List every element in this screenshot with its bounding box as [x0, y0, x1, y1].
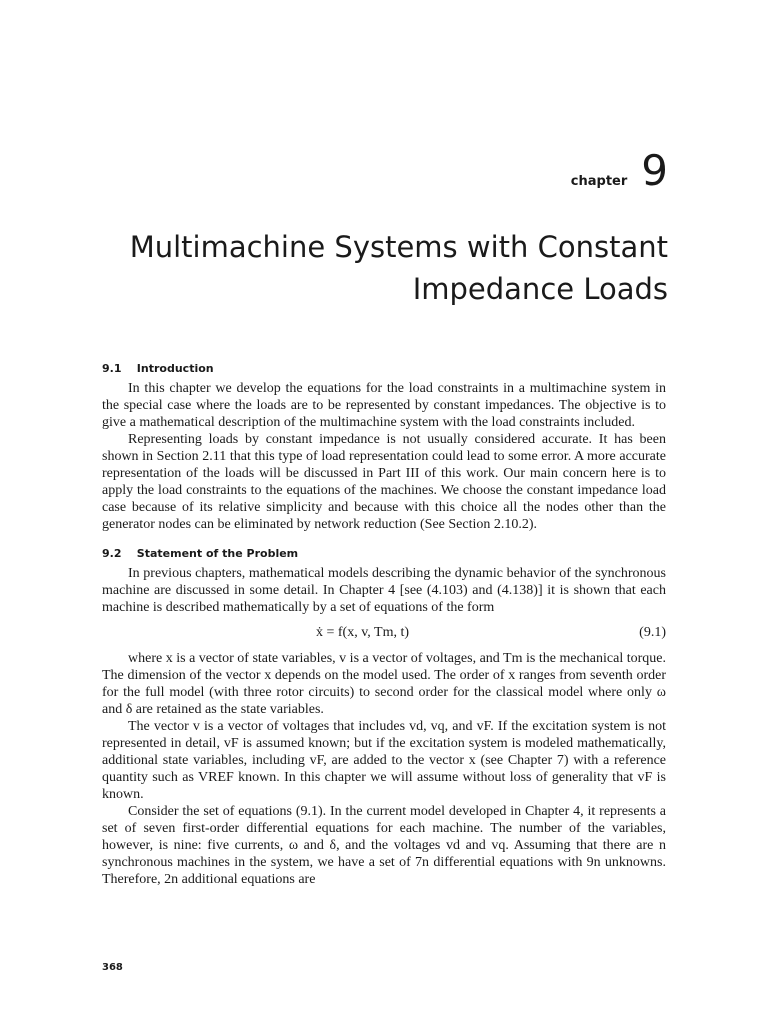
equation-number: (9.1) — [639, 625, 666, 640]
equation-expression: ẋ = f(x, v, Tm, t) — [316, 625, 410, 640]
section-heading: 9.2 Statement of the Problem — [102, 547, 299, 560]
chapter-heading — [570, 146, 668, 195]
chapter-body — [102, 360, 666, 888]
section-introduction — [102, 360, 666, 533]
paragraph: Representing loads by constant impedance is not usually considered accurate. It has been shown in Section 2.11 that this type of load representation could lead to some error. A more accurate representation of the loads will be discussed in Part III of this work. Our main concern here is to apply the load constraints to the equations of the machines. We choose the constant impedance load case because of its relative simplicity and because with this choice all the nodes other than the generator nodes can be eliminated by network reduction (See Section 2.10.2). — [102, 432, 666, 532]
paragraph: Consider the set of equations (9.1). In the current model developed in Chapter 4, it represents a set of seven first-order differential equations for each machine. The number of the variables, however, is nine: five currents, ω and δ, and the voltages vd and vq. Assuming that there are n synchronous machines in the system, we have a set of 7n differential equations with 9n unknowns. Therefore, 2n additional equations are — [102, 804, 666, 887]
chapter-number: 9 — [641, 146, 668, 195]
section-statement-of-problem — [102, 545, 666, 888]
paragraph: where x is a vector of state variables, v is a vector of voltages, and Tm is the mechanical torque. The dimension of the vector x depends on the model used. The order of x ranges from seventh order for the full model (with three rotor circuits) to second order for the classical model where only ω and δ are retained as the state variables. — [102, 651, 666, 717]
chapter-word: chapter — [570, 174, 628, 189]
paragraph: In previous chapters, mathematical models describing the dynamic behavior of the synchronous machine are discussed in some detail. In Chapter 4 [see (4.103) and (4.138)] it is shown that each machine is described mathematically by a set of equations of the form — [102, 566, 666, 615]
equation — [102, 624, 666, 641]
section-heading: 9.1 Introduction — [102, 362, 214, 375]
paragraph: The vector v is a vector of voltages that includes vd, vq, and vF. If the excitation system is not represented in detail, vF is assumed known; but if the excitation system is modeled mathematically, additional state variables, including vF, are added to the vector x (see Chapter 7) with a reference quantity such as VREF known. In this chapter we will assume without loss of generality that vF is known. — [102, 719, 666, 802]
paragraph: In this chapter we develop the equations for the load constraints in a multimachine system in the special case where the loads are to be represented by constant impedances. The objective is to give a mathematical description of the multimachine system with the load constraints included. — [102, 381, 666, 430]
page-number: 368 — [102, 962, 123, 973]
chapter-title: Multimachine Systems with Constant Impedance Loads — [129, 230, 668, 306]
